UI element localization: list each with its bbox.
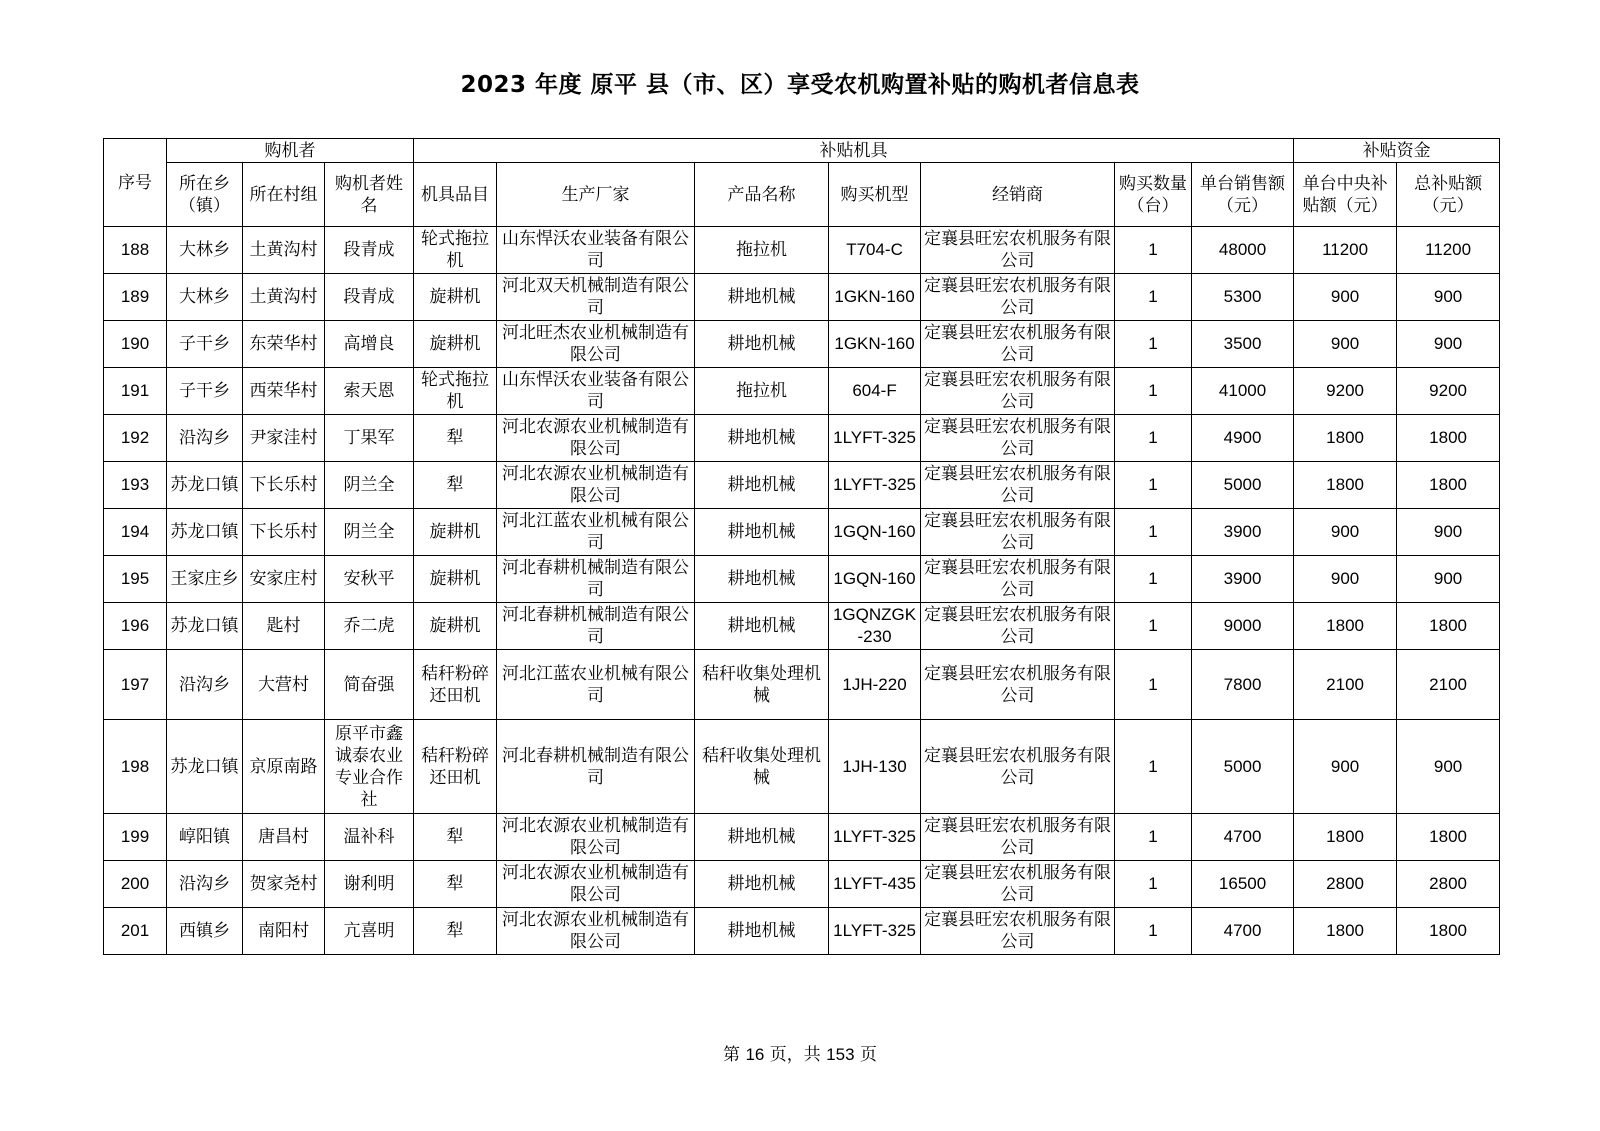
cell-name: 简奋强 bbox=[325, 650, 414, 720]
cell-category: 犁 bbox=[414, 814, 497, 861]
cell-product: 秸秆收集处理机械 bbox=[695, 720, 829, 814]
cell-dealer: 定襄县旺宏农机服务有限公司 bbox=[921, 368, 1115, 415]
cell-name: 谢利明 bbox=[325, 861, 414, 908]
cell-qty: 1 bbox=[1115, 814, 1192, 861]
cell-central: 1800 bbox=[1294, 814, 1397, 861]
cell-total: 2100 bbox=[1397, 650, 1500, 720]
cell-price: 7800 bbox=[1192, 650, 1294, 720]
cell-village: 唐昌村 bbox=[243, 814, 325, 861]
cell-central: 2800 bbox=[1294, 861, 1397, 908]
cell-seq: 189 bbox=[104, 274, 167, 321]
cell-qty: 1 bbox=[1115, 861, 1192, 908]
cell-total: 2800 bbox=[1397, 861, 1500, 908]
cell-manufacturer: 河北农源农业机械制造有限公司 bbox=[497, 415, 695, 462]
cell-manufacturer: 河北农源农业机械制造有限公司 bbox=[497, 462, 695, 509]
header-qty: 购买数量（台） bbox=[1115, 163, 1192, 227]
header-group-machine: 补贴机具 bbox=[414, 139, 1294, 163]
cell-category: 旋耕机 bbox=[414, 556, 497, 603]
table-row bbox=[104, 556, 1500, 603]
cell-name: 阴兰全 bbox=[325, 462, 414, 509]
cell-name: 安秋平 bbox=[325, 556, 414, 603]
cell-total: 1800 bbox=[1397, 462, 1500, 509]
cell-product: 拖拉机 bbox=[695, 227, 829, 274]
cell-price: 9000 bbox=[1192, 603, 1294, 650]
table-row bbox=[104, 509, 1500, 556]
cell-dealer: 定襄县旺宏农机服务有限公司 bbox=[921, 556, 1115, 603]
table-row bbox=[104, 861, 1500, 908]
cell-dealer: 定襄县旺宏农机服务有限公司 bbox=[921, 321, 1115, 368]
cell-price: 48000 bbox=[1192, 227, 1294, 274]
cell-category: 轮式拖拉机 bbox=[414, 227, 497, 274]
cell-manufacturer: 山东悍沃农业装备有限公司 bbox=[497, 227, 695, 274]
cell-product: 耕地机械 bbox=[695, 556, 829, 603]
header-price: 单台销售额（元） bbox=[1192, 163, 1294, 227]
cell-manufacturer: 河北农源农业机械制造有限公司 bbox=[497, 861, 695, 908]
header-name: 购机者姓名 bbox=[325, 163, 414, 227]
cell-township: 大林乡 bbox=[167, 274, 243, 321]
cell-manufacturer: 河北农源农业机械制造有限公司 bbox=[497, 908, 695, 955]
cell-seq: 199 bbox=[104, 814, 167, 861]
cell-product: 耕地机械 bbox=[695, 603, 829, 650]
cell-category: 轮式拖拉机 bbox=[414, 368, 497, 415]
cell-model: 1JH-220 bbox=[829, 650, 921, 720]
cell-village: 东荣华村 bbox=[243, 321, 325, 368]
header-township: 所在乡（镇） bbox=[167, 163, 243, 227]
cell-manufacturer: 河北春耕机械制造有限公司 bbox=[497, 603, 695, 650]
cell-township: 苏龙口镇 bbox=[167, 720, 243, 814]
cell-product: 耕地机械 bbox=[695, 814, 829, 861]
cell-dealer: 定襄县旺宏农机服务有限公司 bbox=[921, 720, 1115, 814]
cell-total: 900 bbox=[1397, 720, 1500, 814]
cell-price: 16500 bbox=[1192, 861, 1294, 908]
cell-model: T704-C bbox=[829, 227, 921, 274]
cell-total: 11200 bbox=[1397, 227, 1500, 274]
cell-total: 9200 bbox=[1397, 368, 1500, 415]
cell-dealer: 定襄县旺宏农机服务有限公司 bbox=[921, 274, 1115, 321]
cell-village: 土黄沟村 bbox=[243, 227, 325, 274]
cell-model: 604-F bbox=[829, 368, 921, 415]
cell-township: 沿沟乡 bbox=[167, 650, 243, 720]
cell-model: 1LYFT-325 bbox=[829, 814, 921, 861]
cell-manufacturer: 河北江蓝农业机械有限公司 bbox=[497, 509, 695, 556]
cell-name: 索天恩 bbox=[325, 368, 414, 415]
cell-product: 耕地机械 bbox=[695, 509, 829, 556]
cell-price: 3900 bbox=[1192, 556, 1294, 603]
cell-product: 耕地机械 bbox=[695, 274, 829, 321]
cell-name: 丁果军 bbox=[325, 415, 414, 462]
cell-township: 子干乡 bbox=[167, 368, 243, 415]
cell-manufacturer: 河北双天机械制造有限公司 bbox=[497, 274, 695, 321]
header-central: 单台中央补贴额（元） bbox=[1294, 163, 1397, 227]
cell-qty: 1 bbox=[1115, 556, 1192, 603]
cell-qty: 1 bbox=[1115, 462, 1192, 509]
cell-qty: 1 bbox=[1115, 368, 1192, 415]
cell-seq: 193 bbox=[104, 462, 167, 509]
cell-model: 1LYFT-325 bbox=[829, 462, 921, 509]
cell-product: 耕地机械 bbox=[695, 415, 829, 462]
cell-category: 犁 bbox=[414, 908, 497, 955]
cell-manufacturer: 河北春耕机械制造有限公司 bbox=[497, 720, 695, 814]
cell-village: 下长乐村 bbox=[243, 462, 325, 509]
cell-seq: 192 bbox=[104, 415, 167, 462]
table-row bbox=[104, 603, 1500, 650]
cell-qty: 1 bbox=[1115, 321, 1192, 368]
table-row bbox=[104, 462, 1500, 509]
header-total: 总补贴额（元） bbox=[1397, 163, 1500, 227]
cell-model: 1GQNZGK-230 bbox=[829, 603, 921, 650]
cell-total: 1800 bbox=[1397, 908, 1500, 955]
cell-dealer: 定襄县旺宏农机服务有限公司 bbox=[921, 861, 1115, 908]
document-title: 2023 年度 原平 县（市、区）享受农机购置补贴的购机者信息表 bbox=[460, 72, 1140, 98]
cell-qty: 1 bbox=[1115, 650, 1192, 720]
cell-central: 900 bbox=[1294, 274, 1397, 321]
cell-central: 900 bbox=[1294, 556, 1397, 603]
cell-central: 900 bbox=[1294, 720, 1397, 814]
cell-central: 2100 bbox=[1294, 650, 1397, 720]
cell-township: 王家庄乡 bbox=[167, 556, 243, 603]
cell-township: 崞阳镇 bbox=[167, 814, 243, 861]
cell-category: 秸秆粉碎还田机 bbox=[414, 720, 497, 814]
table-row bbox=[104, 650, 1500, 720]
cell-qty: 1 bbox=[1115, 603, 1192, 650]
table-row bbox=[104, 368, 1500, 415]
cell-dealer: 定襄县旺宏农机服务有限公司 bbox=[921, 509, 1115, 556]
cell-product: 耕地机械 bbox=[695, 861, 829, 908]
cell-total: 1800 bbox=[1397, 603, 1500, 650]
cell-central: 1800 bbox=[1294, 908, 1397, 955]
cell-total: 1800 bbox=[1397, 415, 1500, 462]
cell-seq: 195 bbox=[104, 556, 167, 603]
cell-seq: 197 bbox=[104, 650, 167, 720]
cell-dealer: 定襄县旺宏农机服务有限公司 bbox=[921, 462, 1115, 509]
table-row bbox=[104, 720, 1500, 814]
header-village: 所在村组 bbox=[243, 163, 325, 227]
cell-price: 5000 bbox=[1192, 462, 1294, 509]
cell-name: 段青成 bbox=[325, 274, 414, 321]
cell-name: 亢喜明 bbox=[325, 908, 414, 955]
cell-model: 1GKN-160 bbox=[829, 274, 921, 321]
cell-qty: 1 bbox=[1115, 227, 1192, 274]
cell-central: 9200 bbox=[1294, 368, 1397, 415]
cell-category: 秸秆粉碎还田机 bbox=[414, 650, 497, 720]
header-group-funds: 补贴资金 bbox=[1294, 139, 1500, 163]
cell-dealer: 定襄县旺宏农机服务有限公司 bbox=[921, 814, 1115, 861]
cell-manufacturer: 河北旺杰农业机械制造有限公司 bbox=[497, 321, 695, 368]
cell-central: 900 bbox=[1294, 509, 1397, 556]
cell-model: 1LYFT-325 bbox=[829, 908, 921, 955]
cell-category: 旋耕机 bbox=[414, 603, 497, 650]
header-seq: 序号 bbox=[104, 139, 167, 227]
cell-model: 1GQN-160 bbox=[829, 556, 921, 603]
cell-manufacturer: 河北江蓝农业机械有限公司 bbox=[497, 650, 695, 720]
table-row bbox=[104, 908, 1500, 955]
cell-model: 1LYFT-435 bbox=[829, 861, 921, 908]
cell-township: 苏龙口镇 bbox=[167, 603, 243, 650]
cell-village: 下长乐村 bbox=[243, 509, 325, 556]
cell-qty: 1 bbox=[1115, 509, 1192, 556]
footer-page-number: 16 bbox=[745, 1045, 765, 1064]
cell-village: 大营村 bbox=[243, 650, 325, 720]
cell-name: 高增良 bbox=[325, 321, 414, 368]
footer-total-pages: 153 bbox=[826, 1045, 855, 1064]
cell-total: 900 bbox=[1397, 321, 1500, 368]
cell-product: 耕地机械 bbox=[695, 462, 829, 509]
cell-model: 1JH-130 bbox=[829, 720, 921, 814]
cell-total: 900 bbox=[1397, 274, 1500, 321]
cell-seq: 194 bbox=[104, 509, 167, 556]
table-row bbox=[104, 227, 1500, 274]
cell-category: 旋耕机 bbox=[414, 274, 497, 321]
cell-category: 旋耕机 bbox=[414, 321, 497, 368]
cell-name: 段青成 bbox=[325, 227, 414, 274]
cell-model: 1GQN-160 bbox=[829, 509, 921, 556]
cell-central: 900 bbox=[1294, 321, 1397, 368]
cell-qty: 1 bbox=[1115, 415, 1192, 462]
cell-product: 拖拉机 bbox=[695, 368, 829, 415]
cell-village: 西荣华村 bbox=[243, 368, 325, 415]
cell-seq: 198 bbox=[104, 720, 167, 814]
cell-township: 大林乡 bbox=[167, 227, 243, 274]
cell-village: 京原南路 bbox=[243, 720, 325, 814]
cell-name: 温补科 bbox=[325, 814, 414, 861]
cell-dealer: 定襄县旺宏农机服务有限公司 bbox=[921, 227, 1115, 274]
cell-price: 4700 bbox=[1192, 814, 1294, 861]
cell-qty: 1 bbox=[1115, 908, 1192, 955]
cell-product: 耕地机械 bbox=[695, 321, 829, 368]
cell-seq: 200 bbox=[104, 861, 167, 908]
cell-village: 匙村 bbox=[243, 603, 325, 650]
header-dealer: 经销商 bbox=[921, 163, 1115, 227]
cell-village: 贺家尧村 bbox=[243, 861, 325, 908]
footer-prefix: 第 bbox=[723, 1045, 741, 1065]
header-model: 购买机型 bbox=[829, 163, 921, 227]
cell-category: 旋耕机 bbox=[414, 509, 497, 556]
cell-name: 阴兰全 bbox=[325, 509, 414, 556]
cell-township: 苏龙口镇 bbox=[167, 462, 243, 509]
cell-seq: 201 bbox=[104, 908, 167, 955]
cell-seq: 190 bbox=[104, 321, 167, 368]
cell-manufacturer: 河北春耕机械制造有限公司 bbox=[497, 556, 695, 603]
cell-dealer: 定襄县旺宏农机服务有限公司 bbox=[921, 603, 1115, 650]
cell-seq: 191 bbox=[104, 368, 167, 415]
cell-model: 1GKN-160 bbox=[829, 321, 921, 368]
cell-village: 土黄沟村 bbox=[243, 274, 325, 321]
cell-category: 犁 bbox=[414, 415, 497, 462]
cell-price: 41000 bbox=[1192, 368, 1294, 415]
cell-price: 5300 bbox=[1192, 274, 1294, 321]
footer-mid: 页，共 bbox=[769, 1045, 821, 1065]
cell-total: 1800 bbox=[1397, 814, 1500, 861]
cell-dealer: 定襄县旺宏农机服务有限公司 bbox=[921, 650, 1115, 720]
cell-dealer: 定襄县旺宏农机服务有限公司 bbox=[921, 908, 1115, 955]
cell-price: 4900 bbox=[1192, 415, 1294, 462]
subsidy-table bbox=[103, 138, 1500, 955]
page-footer bbox=[0, 1040, 1600, 1065]
cell-qty: 1 bbox=[1115, 720, 1192, 814]
table-row bbox=[104, 274, 1500, 321]
cell-township: 西镇乡 bbox=[167, 908, 243, 955]
cell-township: 子干乡 bbox=[167, 321, 243, 368]
cell-model: 1LYFT-325 bbox=[829, 415, 921, 462]
cell-manufacturer: 山东悍沃农业装备有限公司 bbox=[497, 368, 695, 415]
table-row bbox=[104, 814, 1500, 861]
cell-category: 犁 bbox=[414, 861, 497, 908]
cell-category: 犁 bbox=[414, 462, 497, 509]
cell-qty: 1 bbox=[1115, 274, 1192, 321]
cell-township: 苏龙口镇 bbox=[167, 509, 243, 556]
cell-central: 11200 bbox=[1294, 227, 1397, 274]
cell-name: 乔二虎 bbox=[325, 603, 414, 650]
cell-product: 耕地机械 bbox=[695, 908, 829, 955]
cell-price: 4700 bbox=[1192, 908, 1294, 955]
cell-name: 原平市鑫诚泰农业专业合作社 bbox=[325, 720, 414, 814]
cell-village: 南阳村 bbox=[243, 908, 325, 955]
cell-central: 1800 bbox=[1294, 462, 1397, 509]
header-manufacturer: 生产厂家 bbox=[497, 163, 695, 227]
cell-village: 尹家洼村 bbox=[243, 415, 325, 462]
cell-price: 5000 bbox=[1192, 720, 1294, 814]
cell-central: 1800 bbox=[1294, 415, 1397, 462]
header-product: 产品名称 bbox=[695, 163, 829, 227]
cell-dealer: 定襄县旺宏农机服务有限公司 bbox=[921, 415, 1115, 462]
cell-price: 3500 bbox=[1192, 321, 1294, 368]
cell-total: 900 bbox=[1397, 556, 1500, 603]
cell-seq: 196 bbox=[104, 603, 167, 650]
header-category: 机具品目 bbox=[414, 163, 497, 227]
cell-township: 沿沟乡 bbox=[167, 415, 243, 462]
cell-price: 3900 bbox=[1192, 509, 1294, 556]
table-row bbox=[104, 321, 1500, 368]
cell-manufacturer: 河北农源农业机械制造有限公司 bbox=[497, 814, 695, 861]
footer-suffix: 页 bbox=[859, 1045, 877, 1065]
header-group-buyer: 购机者 bbox=[167, 139, 414, 163]
cell-village: 安家庄村 bbox=[243, 556, 325, 603]
cell-seq: 188 bbox=[104, 227, 167, 274]
cell-total: 900 bbox=[1397, 509, 1500, 556]
table-row bbox=[104, 415, 1500, 462]
cell-product: 秸秆收集处理机械 bbox=[695, 650, 829, 720]
cell-central: 1800 bbox=[1294, 603, 1397, 650]
cell-township: 沿沟乡 bbox=[167, 861, 243, 908]
